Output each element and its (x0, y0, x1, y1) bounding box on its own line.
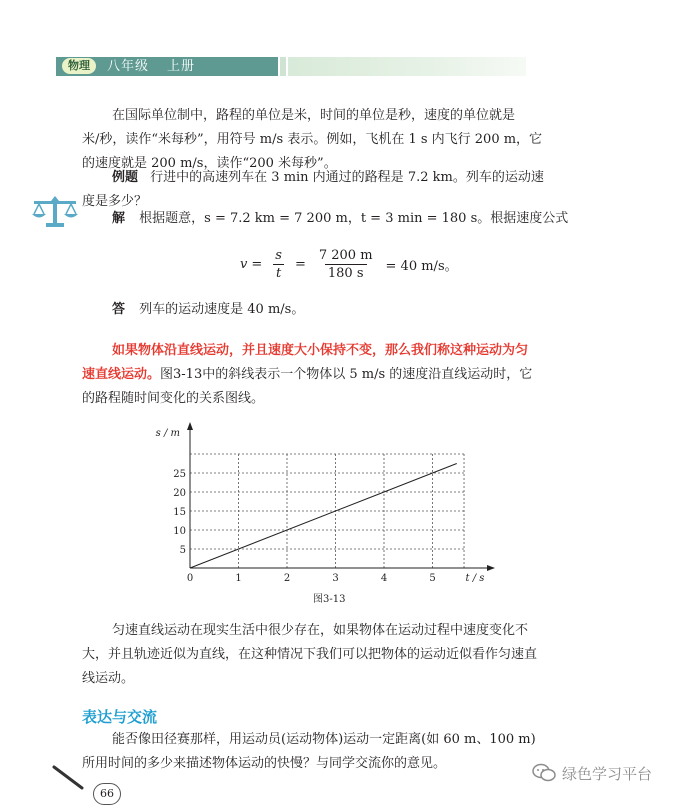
y-tick-label: 20 (173, 488, 186, 499)
section-title: 表达与交流 (82, 708, 158, 726)
definition-block (112, 339, 528, 363)
x-tick-label: 1 (235, 573, 242, 584)
solution-block (112, 207, 568, 231)
text-line: 线运动。 (82, 671, 135, 686)
formula-denominator: 180 s (325, 264, 367, 281)
text-line: 的速度就是 200 m/s，读作“200 米每秒”。 (82, 156, 337, 171)
solution-text: 根据题意，s = 7.2 km = 7 200 m，t = 3 min = 180 s。根据速度公式 (139, 211, 569, 226)
text-line: 能否像田径赛那样，用运动员(运动物体)运动一定距离(如 60 m、100 m) (112, 732, 536, 747)
x-tick-label: 2 (283, 573, 291, 584)
y-tick-label: 10 (173, 526, 186, 537)
y-axis-label: s / m (155, 428, 180, 439)
example-label: 例题 (112, 170, 139, 185)
text-line: 在国际单位制中，路程的单位是米，时间的单位是秒，速度的单位就是 (112, 108, 516, 123)
definition-line: 如果物体沿直线运动，并且速度大小保持不变，那么我们称这种运动为匀 (112, 343, 529, 358)
text-line: 大，并且轨迹近似为直线，在这种情况下我们可以把物体的运动近似看作匀速直 (82, 647, 538, 662)
formula-result: = 40 m/s。 (385, 259, 458, 274)
figure-caption: 图3-13 (313, 594, 346, 605)
x-tick-label: 3 (332, 573, 339, 584)
formula-numerator: 7 200 m (318, 248, 373, 263)
header-band-divider (280, 57, 286, 76)
paragraph-units (112, 104, 515, 128)
balance-scale-icon (30, 196, 80, 228)
paragraph-discussion (112, 728, 536, 752)
y-axis-arrow (187, 422, 193, 430)
y-tick-label: 5 (179, 545, 186, 556)
watermark-text: 绿色学习平台 (562, 764, 653, 783)
text-line: 米/秒，读作“米每秒”，用符号 m/s 表示。例如，飞机在 1 s 内飞行 200 m，它 (82, 132, 543, 147)
speed-formula (240, 248, 458, 281)
solution-label: 解 (112, 211, 126, 226)
definition-term: 速直线运动。 (82, 367, 161, 382)
y-tick-label: 25 (173, 469, 186, 480)
formula-equals: = (294, 257, 306, 272)
x-tick-label: 4 (380, 573, 388, 584)
text-line: 的路程随时间变化的关系图线。 (82, 391, 265, 406)
answer-label: 答 (112, 302, 126, 317)
x-tick-label: 5 (429, 573, 436, 584)
formula-t: t (273, 264, 284, 281)
formula-fraction-symbolic (272, 248, 285, 281)
paragraph-approximation-cont (82, 643, 537, 691)
x-axis-label: t / s (465, 573, 485, 584)
y-tick-label: 15 (173, 507, 186, 518)
formula-s: s (275, 248, 282, 263)
wechat-icon (532, 763, 556, 783)
text-line: 匀速直线运动在现实生活中很少存在，如果物体在运动过程中速度变化不 (112, 623, 529, 638)
distance-time-chart (150, 420, 510, 592)
page-number: 66 (93, 783, 121, 805)
paragraph-discussion-cont (82, 752, 446, 776)
text-line: 度是多少？ (82, 194, 148, 209)
paragraph-approximation (112, 619, 528, 643)
volume-label: 上册 (167, 59, 196, 74)
x-axis-arrow (487, 565, 495, 571)
answer-block (112, 298, 304, 322)
formula-v: v (240, 257, 248, 272)
text-line: 所用时间的多少来描述物体运动的快慢？与同学交流你的意见。 (82, 756, 447, 771)
example-text: 行进中的高速列车在 3 min 内通过的路程是 7.2 km。列车的运动速 (150, 170, 544, 185)
header-band-light (288, 57, 526, 76)
magnifier-icon (52, 764, 98, 794)
definition-block-cont (82, 363, 532, 411)
watermark (532, 758, 652, 788)
x-tick-label: 0 (186, 573, 194, 584)
subject-label: 物理 (62, 58, 96, 74)
formula-equals: = (251, 257, 263, 272)
example-block (112, 166, 544, 190)
formula-fraction-numeric (316, 248, 376, 281)
series-line (190, 464, 457, 569)
figure-reference: 图3-13中的斜线表示一个物体以 5 m/s 的速度沿直线运动时，它 (160, 367, 533, 382)
answer-text: 列车的运动速度是 40 m/s。 (139, 302, 305, 317)
grade-label: 八年级 (107, 59, 150, 74)
